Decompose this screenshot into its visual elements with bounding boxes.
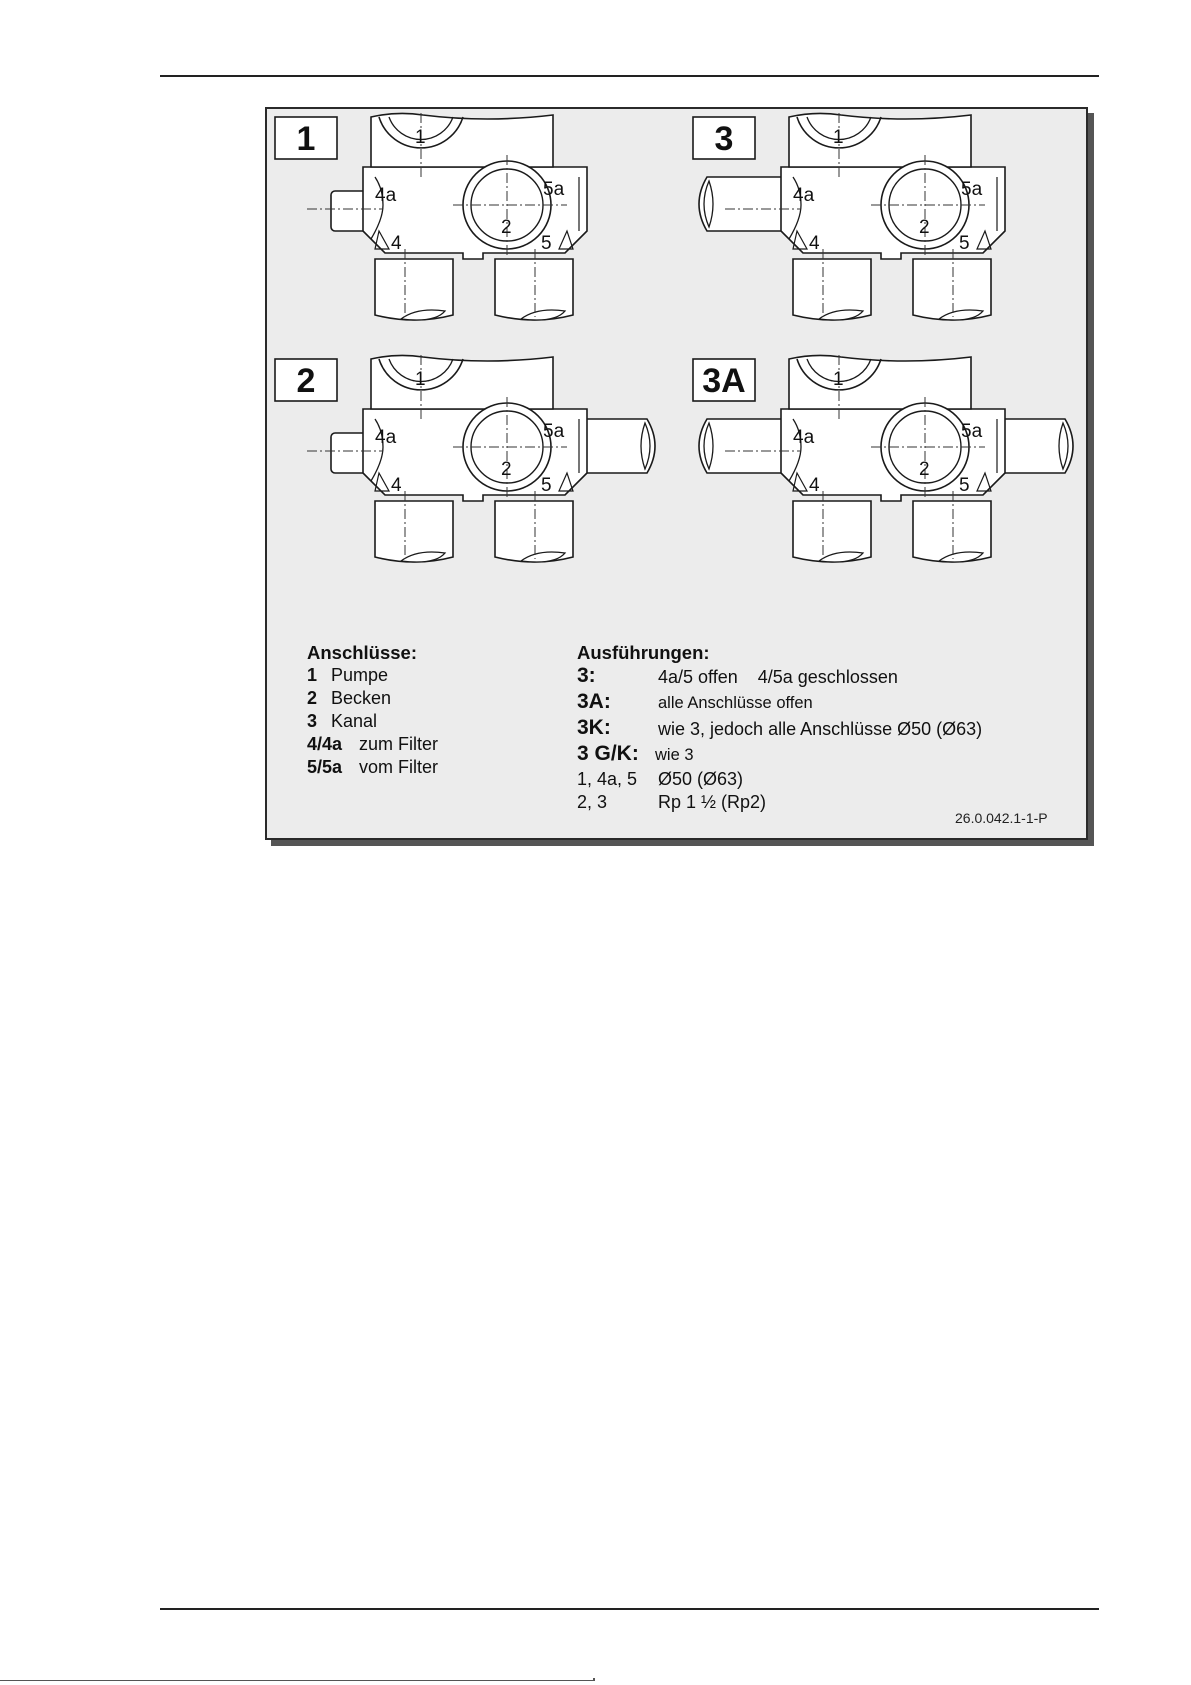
port-5-label: 5 [959, 475, 970, 496]
variant-label: 3A [702, 362, 746, 400]
size-key: 2, 3 [577, 792, 608, 812]
footer-rule [160, 1608, 1099, 1610]
port-5-label: 5 [959, 233, 970, 254]
connection-value: Becken [331, 688, 392, 708]
valve-v3 [693, 113, 1005, 320]
connection-key: 3 [307, 711, 318, 731]
version-value: wie 3 [655, 746, 694, 764]
size-row [577, 768, 1077, 791]
connection-key: 5/5a [307, 757, 343, 777]
valve-variants-figure [265, 107, 1088, 840]
port-4-label: 4 [809, 475, 820, 496]
port-1-label: 1 [833, 127, 844, 148]
version-row [577, 664, 1077, 690]
version-key: 3A: [577, 690, 611, 713]
size-key: 1, 4a, 5 [577, 769, 638, 789]
connection-row [307, 687, 547, 710]
version-row [577, 742, 1077, 768]
connection-row [307, 756, 547, 779]
port-5-label: 5 [541, 475, 552, 496]
port-5a-label: 5a [961, 421, 983, 442]
variant-label: 1 [296, 120, 316, 158]
port-2-label: 2 [501, 217, 512, 238]
variant-label: 2 [296, 362, 316, 400]
port-4-label: 4 [391, 475, 402, 496]
port-5a-label: 5a [543, 421, 565, 442]
port-5a-label: 5a [961, 179, 983, 200]
port-1-label: 1 [415, 369, 426, 390]
size-value: Ø50 (Ø63) [658, 769, 744, 789]
version-key: 3 G/K: [577, 742, 639, 765]
connection-row [307, 664, 547, 687]
footnote-rule [0, 1680, 595, 1681]
header-rule [160, 75, 1099, 77]
connection-key: 4/4a [307, 734, 343, 754]
connection-value: Pumpe [331, 665, 389, 685]
port-5-label: 5 [541, 233, 552, 254]
version-value: wie 3, jedoch alle Anschlüsse Ø50 (Ø63) [658, 719, 983, 739]
connection-value: zum Filter [359, 734, 439, 754]
port-1-label: 1 [415, 127, 426, 148]
version-key: 3K: [577, 716, 611, 739]
connection-row [307, 733, 547, 756]
connections-heading: Anschlüsse: [307, 642, 418, 663]
port-1-label: 1 [833, 369, 844, 390]
version-row [577, 716, 1077, 742]
port-4-label: 4 [809, 233, 820, 254]
size-value: Rp 1 ½ (Rp2) [658, 792, 767, 812]
variant-label: 3 [714, 120, 734, 158]
connection-row [307, 710, 547, 733]
version-row [577, 690, 1077, 716]
document-id: 26.0.042.1-1-P [955, 810, 1048, 826]
versions-legend [577, 641, 1077, 814]
port-4a-label: 4a [793, 185, 815, 206]
connection-key: 2 [307, 688, 318, 708]
connection-key: 1 [307, 665, 318, 685]
port-4a-label: 4a [375, 427, 397, 448]
port-4-label: 4 [391, 233, 402, 254]
valve-v1 [275, 113, 587, 320]
port-2-label: 2 [919, 217, 930, 238]
port-5a-label: 5a [543, 179, 565, 200]
port-4a-label: 4a [793, 427, 815, 448]
connection-value: Kanal [331, 711, 378, 731]
valve-v3a [693, 355, 1073, 562]
port-4a-label: 4a [375, 185, 397, 206]
footnote-tick [593, 1678, 595, 1680]
versions-heading: Ausführungen: [577, 642, 710, 663]
port-2-label: 2 [919, 459, 930, 480]
port-2-label: 2 [501, 459, 512, 480]
version-value: 4a/5 offen 4/5a geschlossen [658, 667, 898, 687]
valve-v2 [275, 355, 655, 562]
version-key: 3: [577, 664, 596, 687]
version-value: alle Anschlüsse offen [658, 694, 813, 712]
connections-legend [307, 641, 547, 779]
connection-value: vom Filter [359, 757, 439, 777]
